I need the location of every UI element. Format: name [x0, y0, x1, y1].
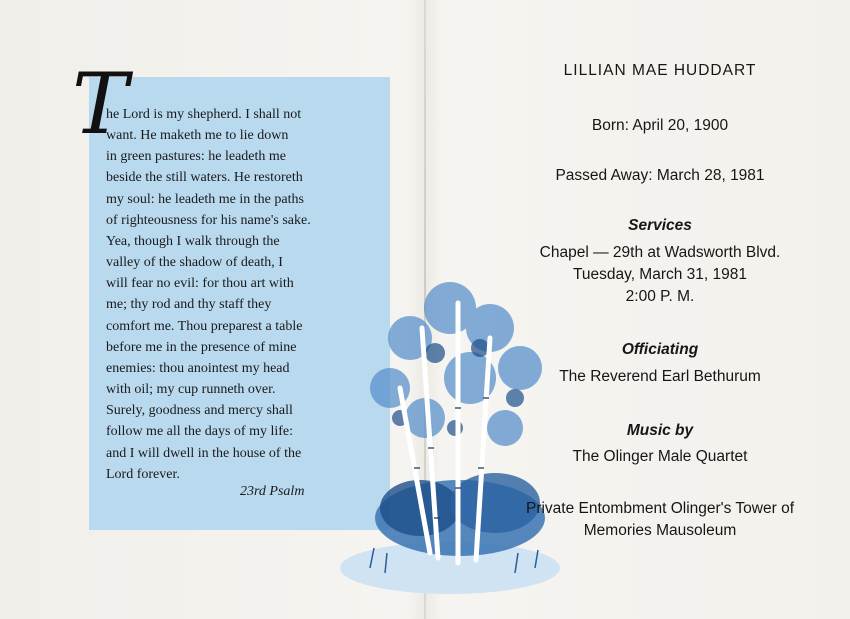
music-name: The Olinger Male Quartet: [572, 448, 748, 465]
music-heading: Music by: [626, 422, 694, 439]
officiating-name: The Reverend Earl Bethurum: [559, 368, 761, 385]
services-place: Chapel — 29th at Wadsworth Blvd.: [539, 244, 781, 261]
deceased-name: LILLIAN MAE HUDDART: [563, 62, 757, 79]
psalm-text: he Lord is my shepherd. I shall not want. He maketh me to lie down in green pastures: he leadeth me beside the still waters. He restoreth my soul: he leadeth me in the paths of righteousness for his name's sake. Yea, though I walk through the valley of the shadow of death, I will fear no evil: for thou art with me; thy rod and thy staff they comfort me. Thou preparest a table before me in the presence of mine enemies: thou anointest my head with oil; my cup runneth over. Surely, goodness and mercy shall follow me all the days of my life: and I will dwell in the house of the Lord forever.: [106, 107, 311, 482]
psalm-dropcap: T: [72, 55, 129, 153]
psalm-citation: 23rd Psalm: [240, 484, 305, 499]
entombment-line-1: Private Entombment Olinger's Tower of: [525, 500, 794, 517]
death-date: Passed Away: March 28, 1981: [555, 167, 765, 184]
services-time: 2:00 P. M.: [625, 288, 695, 305]
birth-date: Born: April 20, 1900: [591, 117, 729, 134]
services-date: Tuesday, March 31, 1981: [572, 266, 748, 283]
services-heading: Services: [628, 217, 692, 234]
officiating-heading: Officiating: [621, 341, 699, 358]
entombment-line-2: Memories Mausoleum: [583, 522, 737, 539]
